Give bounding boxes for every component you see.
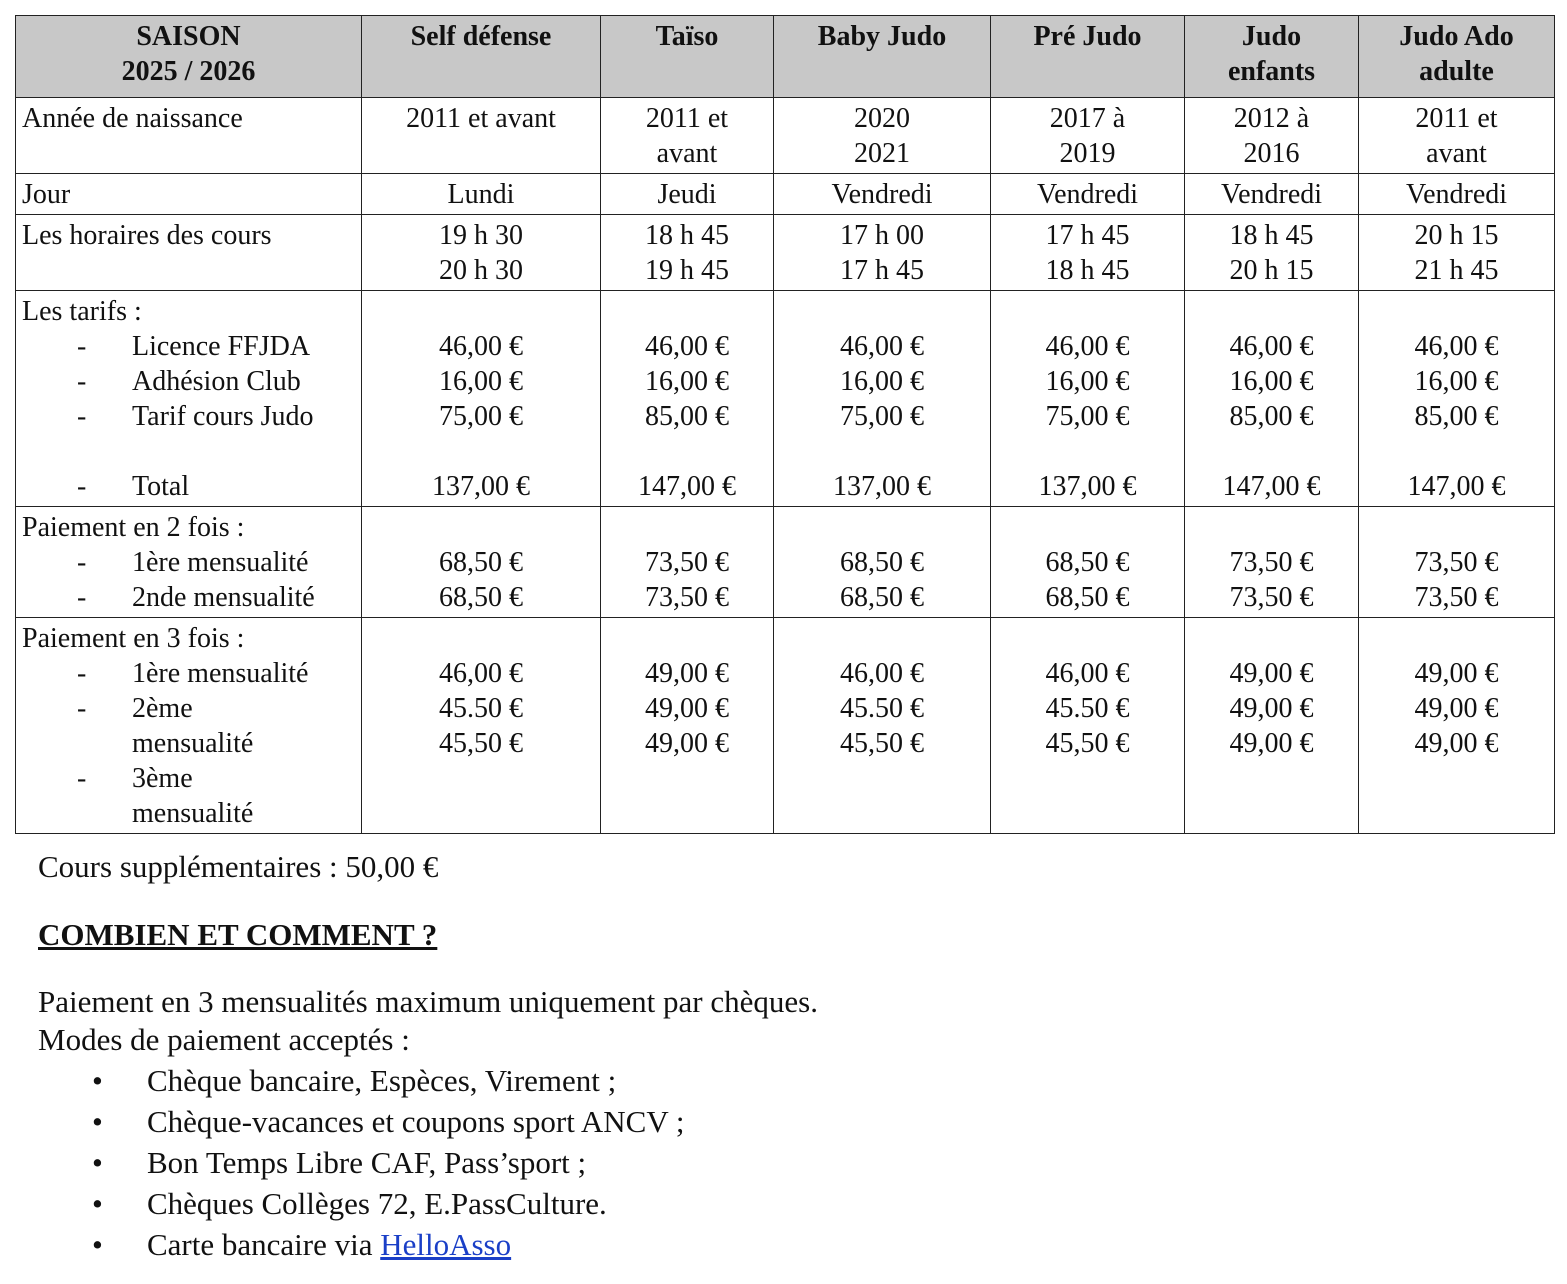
paiement3-second-value: 49,00 €	[645, 693, 729, 724]
payment-mode-item	[0, 1183, 685, 1224]
payment-modes-list	[0, 1060, 685, 1265]
tarif-licence-value: 46,00 €	[840, 331, 924, 362]
tarif-adhesion-value: 16,00 €	[1045, 366, 1130, 397]
paiement3-first-value: 49,00 €	[645, 658, 729, 689]
payment-mode-text: Bon Temps Libre CAF, Pass’sport ;	[147, 1145, 587, 1180]
horaire-cell	[1185, 215, 1359, 291]
paiement2-label: Paiement en 2 fois :	[22, 512, 245, 543]
paiement2-first-value: 68,50 €	[439, 547, 523, 578]
tarif-total-item	[22, 469, 355, 504]
tarifs-cell	[1359, 291, 1555, 507]
bullet-icon: •	[92, 1145, 103, 1180]
saison-years: 2025 / 2026	[121, 56, 256, 87]
column-header	[601, 16, 774, 98]
paiement2-second-value: 68,50 €	[439, 582, 523, 613]
horaires-label: Les horaires des cours	[16, 215, 362, 291]
dash-bullet: -	[77, 547, 87, 578]
tarif-total-value: 147,00 €	[1407, 471, 1506, 502]
pricing-table-body	[16, 16, 1555, 834]
dash-bullet: -	[77, 693, 87, 724]
horaire-end: 19 h 45	[645, 255, 729, 286]
paiement2-second-item	[22, 580, 355, 615]
tarif-licence-label: Licence FFJDA	[132, 331, 311, 362]
column-header-line1: Self défense	[410, 21, 552, 52]
dash-bullet: -	[77, 401, 87, 432]
paiement3-third-item	[22, 761, 355, 831]
payment-paragraph-line2: Modes de paiement acceptés :	[38, 1022, 410, 1057]
paiement3-third-value: 45,50 €	[439, 728, 523, 759]
paiement2-cell	[601, 507, 774, 618]
annee-value-line2: 2021	[854, 138, 910, 169]
annee-value-line2: avant	[656, 138, 718, 169]
dash-bullet: -	[77, 582, 87, 613]
tarifs-label: Les tarifs :	[22, 296, 142, 327]
paiement3-first-value: 49,00 €	[1414, 658, 1499, 689]
paiement2-first-value: 73,50 €	[1229, 547, 1314, 578]
paiement2-first-value: 73,50 €	[1414, 547, 1499, 578]
tarif-adhesion-value: 16,00 €	[1414, 366, 1499, 397]
annee-value-line1: 2011 et	[1415, 103, 1498, 134]
payment-paragraph	[38, 983, 818, 1059]
paiement3-first-value: 49,00 €	[1229, 658, 1314, 689]
column-header-line2: adulte	[1419, 56, 1494, 87]
paiement3-first-value: 46,00 €	[439, 658, 523, 689]
column-header	[774, 16, 991, 98]
tarifs-row	[16, 291, 1555, 507]
paiement2-first-label: 1ère mensualité	[132, 547, 309, 578]
jour-cell: Vendredi	[1185, 174, 1359, 215]
jour-cell: Vendredi	[1359, 174, 1555, 215]
paiement2-second-value: 73,50 €	[1229, 582, 1314, 613]
column-header	[991, 16, 1185, 98]
tarif-cours-label: Tarif cours Judo	[132, 401, 314, 432]
paiement3-second-item	[22, 691, 355, 761]
paiement2-second-value: 68,50 €	[840, 582, 924, 613]
paiement3-row	[16, 618, 1555, 834]
tarif-adhesion-value: 16,00 €	[1229, 366, 1314, 397]
paiement3-third-value: 49,00 €	[1229, 728, 1314, 759]
annee-row	[16, 98, 1555, 174]
tarif-cours-value: 85,00 €	[1229, 401, 1314, 432]
paiement3-third-value: 45,50 €	[1045, 728, 1130, 759]
payment-mode-item	[0, 1101, 685, 1142]
cours-supplementaires: Cours supplémentaires : 50,00 €	[38, 849, 439, 884]
horaire-cell	[601, 215, 774, 291]
horaire-start: 17 h 00	[840, 220, 924, 251]
saison-label: SAISON	[136, 21, 241, 52]
jour-cell: Lundi	[362, 174, 601, 215]
column-header	[1185, 16, 1359, 98]
tarifs-cell	[1185, 291, 1359, 507]
bullet-icon: •	[92, 1227, 103, 1262]
column-header-line2: enfants	[1227, 56, 1316, 87]
horaire-start: 19 h 30	[439, 220, 523, 251]
tarif-cours-value: 75,00 €	[840, 401, 924, 432]
paiement3-third-value: 49,00 €	[645, 728, 729, 759]
tarifs-cell	[362, 291, 601, 507]
annee-cell	[1185, 98, 1359, 174]
tarifs-cell	[774, 291, 991, 507]
payment-paragraph-line1: Paiement en 3 mensualités maximum uniquement par chèques.	[38, 984, 818, 1019]
paiement2-row	[16, 507, 1555, 618]
jour-cell: Vendredi	[991, 174, 1185, 215]
section-heading: COMBIEN ET COMMENT ?	[38, 917, 438, 952]
payment-mode-text: Chèques Collèges 72, E.PassCulture.	[147, 1186, 607, 1221]
paiement3-second-value: 49,00 €	[1414, 693, 1499, 724]
paiement3-third-label-b: mensualité	[132, 798, 254, 829]
annee-value-line1: 2011 et avant	[406, 103, 556, 134]
tarif-total-value: 147,00 €	[1222, 471, 1321, 502]
payment-mode-item	[0, 1224, 685, 1265]
payment-mode-item	[0, 1060, 685, 1101]
paiement2-second-value: 73,50 €	[645, 582, 729, 613]
payment-mode-text	[147, 1224, 511, 1265]
paiement3-second-value: 45.50 €	[439, 693, 523, 724]
paiement3-label-cell	[16, 618, 362, 834]
paiement3-second-label-a: 2ème	[132, 693, 193, 724]
horaire-cell	[991, 215, 1185, 291]
tarif-total-value: 137,00 €	[833, 471, 931, 502]
tarif-licence-value: 46,00 €	[439, 331, 523, 362]
paiement2-first-item	[22, 545, 355, 580]
tarifs-label-cell	[16, 291, 362, 507]
tarif-licence-value: 46,00 €	[1045, 331, 1130, 362]
paiement3-second-value: 45.50 €	[1045, 693, 1130, 724]
paiement3-first-value: 46,00 €	[840, 658, 924, 689]
paiement2-second-label: 2nde mensualité	[132, 582, 315, 613]
paiement3-first-value: 46,00 €	[1045, 658, 1130, 689]
tarif-adhesion-value: 16,00 €	[645, 366, 729, 397]
carte-bancaire-text: Carte bancaire via	[147, 1227, 381, 1262]
jour-cell: Vendredi	[774, 174, 991, 215]
column-header-line1: Taïso	[655, 21, 719, 52]
horaire-start: 18 h 45	[645, 220, 729, 251]
dash-bullet: -	[77, 331, 87, 362]
paiement2-cell	[1185, 507, 1359, 618]
paiement2-first-value: 68,50 €	[840, 547, 924, 578]
pricing-table	[15, 15, 1555, 834]
tarif-adhesion-value: 16,00 €	[439, 366, 523, 397]
payment-mode-text: Chèque-vacances et coupons sport ANCV ;	[147, 1104, 685, 1139]
column-header-line1: Pré Judo	[1033, 21, 1142, 52]
paiement3-cell	[1185, 618, 1359, 834]
saison-header	[16, 16, 362, 98]
dash-bullet: -	[77, 658, 87, 689]
paiement3-first-item	[22, 656, 355, 691]
bullet-icon: •	[92, 1104, 103, 1139]
payment-mode-item	[0, 1142, 685, 1183]
paiement2-cell	[362, 507, 601, 618]
paiement2-label-cell	[16, 507, 362, 618]
annee-cell	[601, 98, 774, 174]
paiement2-cell	[991, 507, 1185, 618]
horaire-start: 17 h 45	[1045, 220, 1130, 251]
tarif-licence-value: 46,00 €	[1414, 331, 1499, 362]
tarif-total-label: Total	[132, 471, 190, 502]
annee-value-line1: 2020	[854, 103, 910, 134]
horaire-end: 21 h 45	[1414, 255, 1499, 286]
header-row	[16, 16, 1555, 98]
column-header	[1359, 16, 1555, 98]
paiement2-cell	[1359, 507, 1555, 618]
jour-cell: Jeudi	[601, 174, 774, 215]
horaire-cell	[1359, 215, 1555, 291]
annee-cell	[362, 98, 601, 174]
annee-value-line2: avant	[1426, 138, 1487, 169]
paiement3-second-value: 45.50 €	[840, 693, 924, 724]
tarif-licence-value: 46,00 €	[1229, 331, 1314, 362]
column-header-line1: Judo	[1241, 21, 1302, 52]
paiement3-second-label-b: mensualité	[132, 728, 254, 759]
paiement3-cell	[991, 618, 1185, 834]
paiement3-second-value: 49,00 €	[1229, 693, 1314, 724]
horaire-end: 18 h 45	[1045, 255, 1130, 286]
bullet-icon: •	[92, 1063, 103, 1098]
tarif-cours-value: 75,00 €	[1045, 401, 1130, 432]
paiement3-cell	[774, 618, 991, 834]
helloasso-link[interactable]: HelloAsso	[380, 1227, 512, 1262]
horaire-end: 20 h 15	[1229, 255, 1314, 286]
tarif-cours-value: 85,00 €	[1414, 401, 1499, 432]
column-header-line1: Judo Ado	[1399, 21, 1514, 52]
paiement3-cell	[1359, 618, 1555, 834]
jour-label: Jour	[16, 174, 362, 215]
tarif-cours-item	[22, 399, 355, 434]
annee-cell	[774, 98, 991, 174]
paiement3-third-value: 49,00 €	[1414, 728, 1499, 759]
paiement2-first-value: 68,50 €	[1045, 547, 1130, 578]
payment-mode-text: Chèque bancaire, Espèces, Virement ;	[147, 1063, 617, 1098]
paiement2-cell	[774, 507, 991, 618]
horaire-start: 20 h 15	[1414, 220, 1499, 251]
tarifs-cell	[601, 291, 774, 507]
column-header-line1: Baby Judo	[817, 21, 947, 52]
paiement3-cell	[362, 618, 601, 834]
horaires-row	[16, 215, 1555, 291]
annee-cell	[1359, 98, 1555, 174]
paiement3-label: Paiement en 3 fois :	[22, 623, 245, 654]
tarif-adhesion-item	[22, 364, 355, 399]
horaire-end: 20 h 30	[439, 255, 523, 286]
tarifs-cell	[991, 291, 1185, 507]
annee-value-line2: 2016	[1243, 138, 1300, 169]
paiement2-second-value: 73,50 €	[1414, 582, 1499, 613]
annee-value-line1: 2011 et	[645, 103, 729, 134]
horaire-end: 17 h 45	[840, 255, 924, 286]
annee-value-line1: 2017 à	[1049, 103, 1126, 134]
jour-row	[16, 174, 1555, 215]
horaire-cell	[774, 215, 991, 291]
paiement2-second-value: 68,50 €	[1045, 582, 1130, 613]
annee-label: Année de naissance	[16, 98, 362, 174]
tarif-adhesion-label: Adhésion Club	[132, 366, 301, 397]
dash-bullet: -	[77, 366, 87, 397]
tarif-licence-value: 46,00 €	[645, 331, 729, 362]
annee-value-line2: 2019	[1059, 138, 1116, 169]
column-header	[362, 16, 601, 98]
tarif-total-value: 137,00 €	[432, 471, 530, 502]
paiement3-third-label-a: 3ème	[132, 763, 193, 794]
paiement3-first-label: 1ère mensualité	[132, 658, 309, 689]
bullet-icon: •	[92, 1186, 103, 1221]
tarif-cours-value: 85,00 €	[645, 401, 729, 432]
tarif-licence-item	[22, 329, 355, 364]
horaire-start: 18 h 45	[1229, 220, 1314, 251]
paiement3-cell	[601, 618, 774, 834]
horaire-cell	[362, 215, 601, 291]
tarif-cours-value: 75,00 €	[439, 401, 523, 432]
annee-cell	[991, 98, 1185, 174]
tarif-total-value: 137,00 €	[1038, 471, 1137, 502]
tarif-total-value: 147,00 €	[638, 471, 736, 502]
dash-bullet: -	[77, 763, 87, 794]
paiement3-third-value: 45,50 €	[840, 728, 924, 759]
paiement2-first-value: 73,50 €	[645, 547, 729, 578]
annee-value-line1: 2012 à	[1233, 103, 1310, 134]
tarif-adhesion-value: 16,00 €	[840, 366, 924, 397]
dash-bullet: -	[77, 471, 87, 502]
